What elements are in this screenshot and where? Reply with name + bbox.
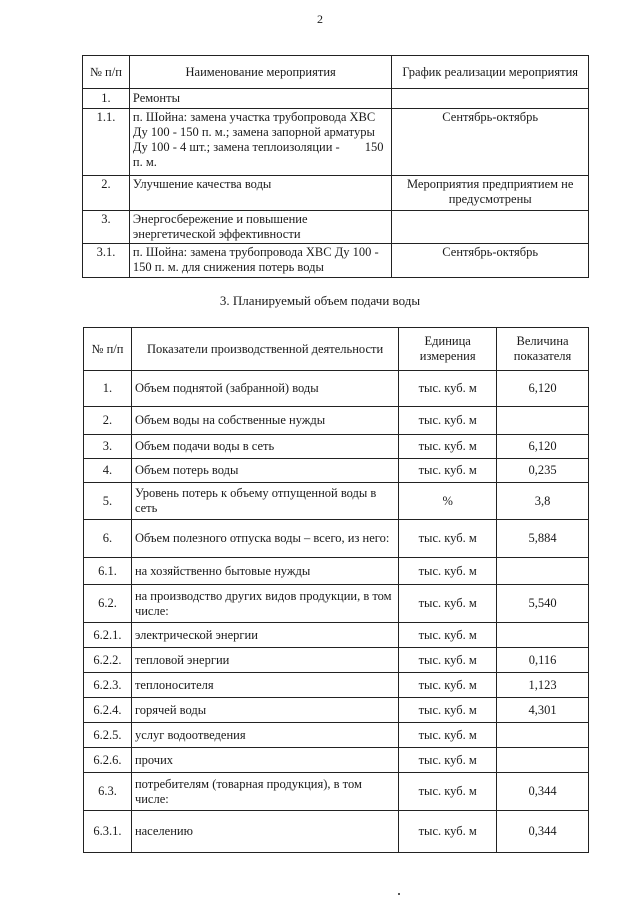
header-schedule: График реализации мероприятия [392,56,589,89]
row-value: 6,120 [497,371,589,407]
row-value: 0,344 [497,811,589,853]
page-number: 2 [317,12,323,26]
row-indicator: прочих [131,748,398,773]
measures-table [82,55,589,278]
table-row [84,698,589,723]
row-schedule: Мероприятия предприятием не предусмотрены [392,176,589,211]
table-row [84,483,589,520]
row-value: 0,116 [497,648,589,673]
scan-speck [398,893,400,895]
table-row [84,723,589,748]
table-row [84,558,589,585]
row-unit: тыс. куб. м [399,459,497,483]
row-indicator: Уровень потерь к объему отпущенной воды в сеть [131,483,398,520]
row-num: 1.1. [83,109,130,176]
row-unit: тыс. куб. м [399,748,497,773]
water-supply-table [83,327,589,853]
table-row [84,623,589,648]
header-unit: Единица измерения [399,328,497,371]
row-unit: тыс. куб. м [399,407,497,435]
table-row [84,435,589,459]
row-unit: тыс. куб. м [399,435,497,459]
table-row [83,89,589,109]
row-unit: тыс. куб. м [399,648,497,673]
row-value [497,407,589,435]
table-row [84,371,589,407]
header-indicator: Показатели производственной деятельности [131,328,398,371]
table-row [84,748,589,773]
table-row [84,673,589,698]
row-indicator: горячей воды [131,698,398,723]
row-num: 1. [84,371,132,407]
row-schedule: Сентябрь-октябрь [392,109,589,176]
row-indicator: на производство других видов продукции, в том числе: [131,585,398,623]
row-num: 3. [83,211,130,244]
row-value [497,623,589,648]
table-row [84,811,589,853]
row-value: 0,235 [497,459,589,483]
row-indicator: потребителям (товарная продукция), в том числе: [131,773,398,811]
table-row [84,459,589,483]
row-num: 6.2.4. [84,698,132,723]
row-num: 6.2. [84,585,132,623]
row-indicator: Объем потерь воды [131,459,398,483]
row-unit: тыс. куб. м [399,585,497,623]
row-num: 6.2.6. [84,748,132,773]
row-num: 4. [84,459,132,483]
row-value [497,558,589,585]
row-num: 6.2.3. [84,673,132,698]
header-measure-name: Наименование мероприятия [129,56,391,89]
header-num: № п/п [84,328,132,371]
row-unit: тыс. куб. м [399,623,497,648]
row-indicator: Объем воды на собственные нужды [131,407,398,435]
row-unit: тыс. куб. м [399,698,497,723]
table-row [84,407,589,435]
table-row [84,648,589,673]
row-unit: тыс. куб. м [399,673,497,698]
table-row [83,176,589,211]
row-indicator: на хозяйственно бытовые нужды [131,558,398,585]
row-num: 6.2.1. [84,623,132,648]
header-value: Величина показателя [497,328,589,371]
table-header-row [84,328,589,371]
row-indicator: электрической энергии [131,623,398,648]
row-value [497,748,589,773]
row-measure: п. Шойна: замена участка трубопровода ХВС Ду 100 - 150 п. м.; замена запорной арматуры Ду 100 - 4 шт.; замена теплоизоляции - 150 п. м. [129,109,391,176]
row-unit: % [399,483,497,520]
row-measure: Энергосбережение и повышение энергетической эффективности [129,211,391,244]
row-num: 2. [83,176,130,211]
row-indicator: населению [131,811,398,853]
row-value: 5,884 [497,520,589,558]
table-row [84,773,589,811]
table-row [83,211,589,244]
row-value [497,723,589,748]
row-schedule: Сентябрь-октябрь [392,244,589,278]
row-indicator: Объем подачи воды в сеть [131,435,398,459]
row-indicator: услуг водоотведения [131,723,398,748]
row-measure: п. Шойна: замена трубопровода ХВС Ду 100 - 150 п. м. для снижения потерь воды [129,244,391,278]
row-unit: тыс. куб. м [399,371,497,407]
row-num: 6. [84,520,132,558]
row-value: 1,123 [497,673,589,698]
row-num: 3. [84,435,132,459]
row-unit: тыс. куб. м [399,811,497,853]
table-header-row [83,56,589,89]
row-value: 6,120 [497,435,589,459]
row-num: 6.1. [84,558,132,585]
row-value: 3,8 [497,483,589,520]
row-schedule [392,89,589,109]
row-unit: тыс. куб. м [399,558,497,585]
row-num: 6.3.1. [84,811,132,853]
row-num: 3.1. [83,244,130,278]
row-indicator: тепловой энергии [131,648,398,673]
row-measure: Ремонты [129,89,391,109]
row-indicator: Объем поднятой (забранной) воды [131,371,398,407]
table-row [84,520,589,558]
row-measure: Улучшение качества воды [129,176,391,211]
row-indicator: теплоносителя [131,673,398,698]
row-value: 0,344 [497,773,589,811]
row-num: 5. [84,483,132,520]
row-unit: тыс. куб. м [399,520,497,558]
table-row [84,585,589,623]
row-num: 6.2.2. [84,648,132,673]
table-row [83,244,589,278]
row-num: 1. [83,89,130,109]
row-unit: тыс. куб. м [399,723,497,748]
row-schedule [392,211,589,244]
row-value: 4,301 [497,698,589,723]
header-num: № п/п [83,56,130,89]
row-num: 6.3. [84,773,132,811]
row-unit: тыс. куб. м [399,773,497,811]
row-num: 2. [84,407,132,435]
row-indicator: Объем полезного отпуска воды – всего, из него: [131,520,398,558]
table-row [83,109,589,176]
row-value: 5,540 [497,585,589,623]
section-title: 3. Планируемый объем подачи воды [219,293,421,308]
row-num: 6.2.5. [84,723,132,748]
